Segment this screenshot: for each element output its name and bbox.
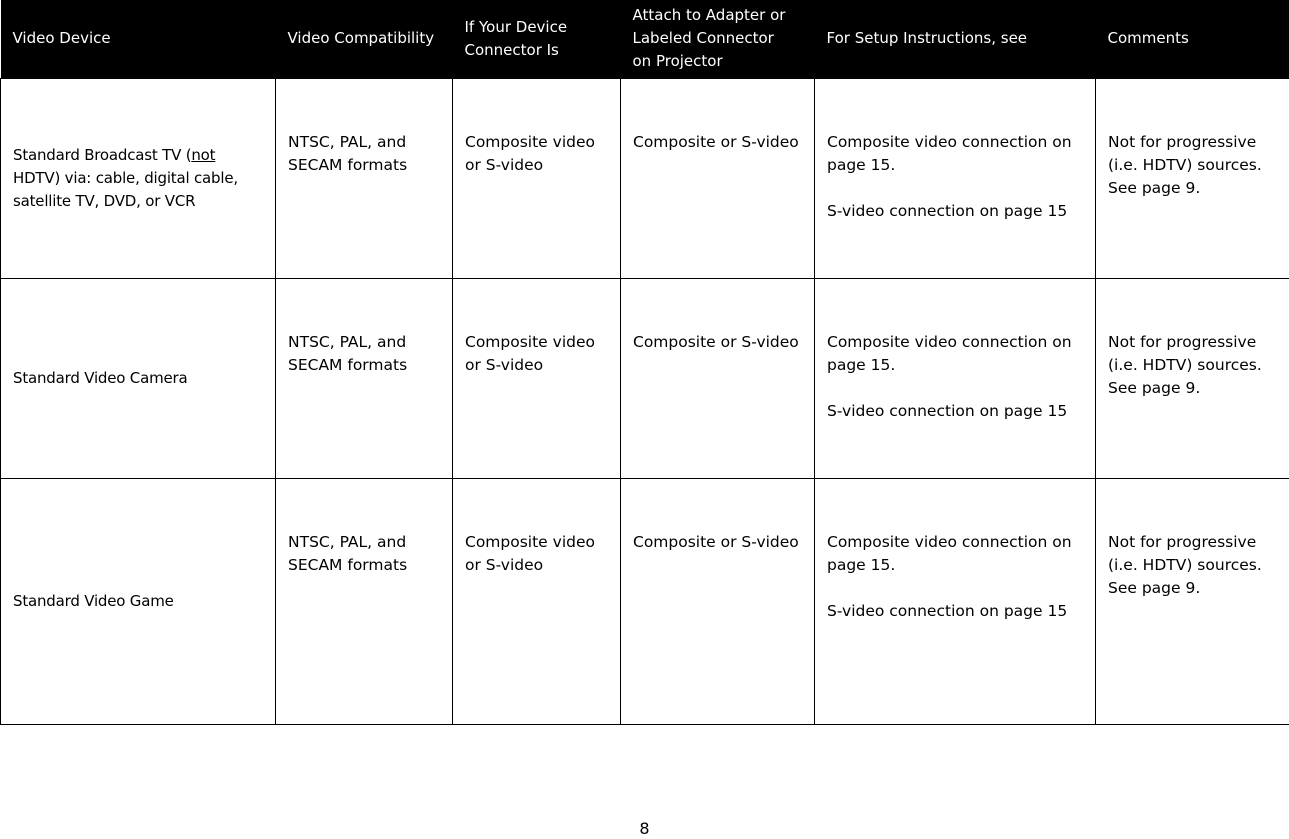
cell-setup-instructions: Composite video connection on page 15. S-video connection on page 15 bbox=[815, 478, 1096, 724]
cell-video-device: Standard Broadcast TV (not HDTV) via: cable, digital cable, satellite TV, DVD, or VCR bbox=[1, 78, 276, 278]
cell-comments: Not for progressive (i.e. HDTV) sources. See page 9. bbox=[1096, 478, 1289, 724]
cell-device-connector: Composite video or S-video bbox=[453, 478, 621, 724]
cell-attach-connector: Composite or S-video bbox=[621, 478, 815, 724]
table-row bbox=[1, 78, 1289, 278]
cell-video-device: Standard Video Game bbox=[1, 478, 276, 724]
header-video-device: Video Device bbox=[1, 0, 276, 78]
underlined-not: not bbox=[191, 145, 216, 164]
header-comments: Comments bbox=[1096, 0, 1289, 78]
cell-device-connector: Composite video or S-video bbox=[453, 278, 621, 478]
cell-attach-connector: Composite or S-video bbox=[621, 278, 815, 478]
table-header-row bbox=[1, 0, 1289, 78]
cell-video-device: Standard Video Camera bbox=[1, 278, 276, 478]
cell-video-compatibility: NTSC, PAL, and SECAM formats bbox=[276, 78, 453, 278]
cell-comments: Not for progressive (i.e. HDTV) sources. See page 9. bbox=[1096, 278, 1289, 478]
cell-setup-instructions: Composite video connection on page 15. S-video connection on page 15 bbox=[815, 78, 1096, 278]
table-row bbox=[1, 478, 1289, 724]
cell-comments: Not for progressive (i.e. HDTV) sources. See page 9. bbox=[1096, 78, 1289, 278]
header-setup-instructions: For Setup Instructions, see bbox=[815, 0, 1096, 78]
cell-setup-instructions: Composite video connection on page 15. S-video connection on page 15 bbox=[815, 278, 1096, 478]
cell-video-compatibility: NTSC, PAL, and SECAM formats bbox=[276, 278, 453, 478]
cell-video-compatibility: NTSC, PAL, and SECAM formats bbox=[276, 478, 453, 724]
table-row bbox=[1, 278, 1289, 478]
header-attach-to-adapter: Attach to Adapter or Labeled Connector on Projector bbox=[621, 0, 815, 78]
page-number: 8 bbox=[639, 819, 650, 838]
header-device-connector: If Your Device Connector Is bbox=[453, 0, 621, 78]
cell-attach-connector: Composite or S-video bbox=[621, 78, 815, 278]
cell-device-connector: Composite video or S-video bbox=[453, 78, 621, 278]
header-video-compatibility: Video Compatibility bbox=[276, 0, 453, 78]
